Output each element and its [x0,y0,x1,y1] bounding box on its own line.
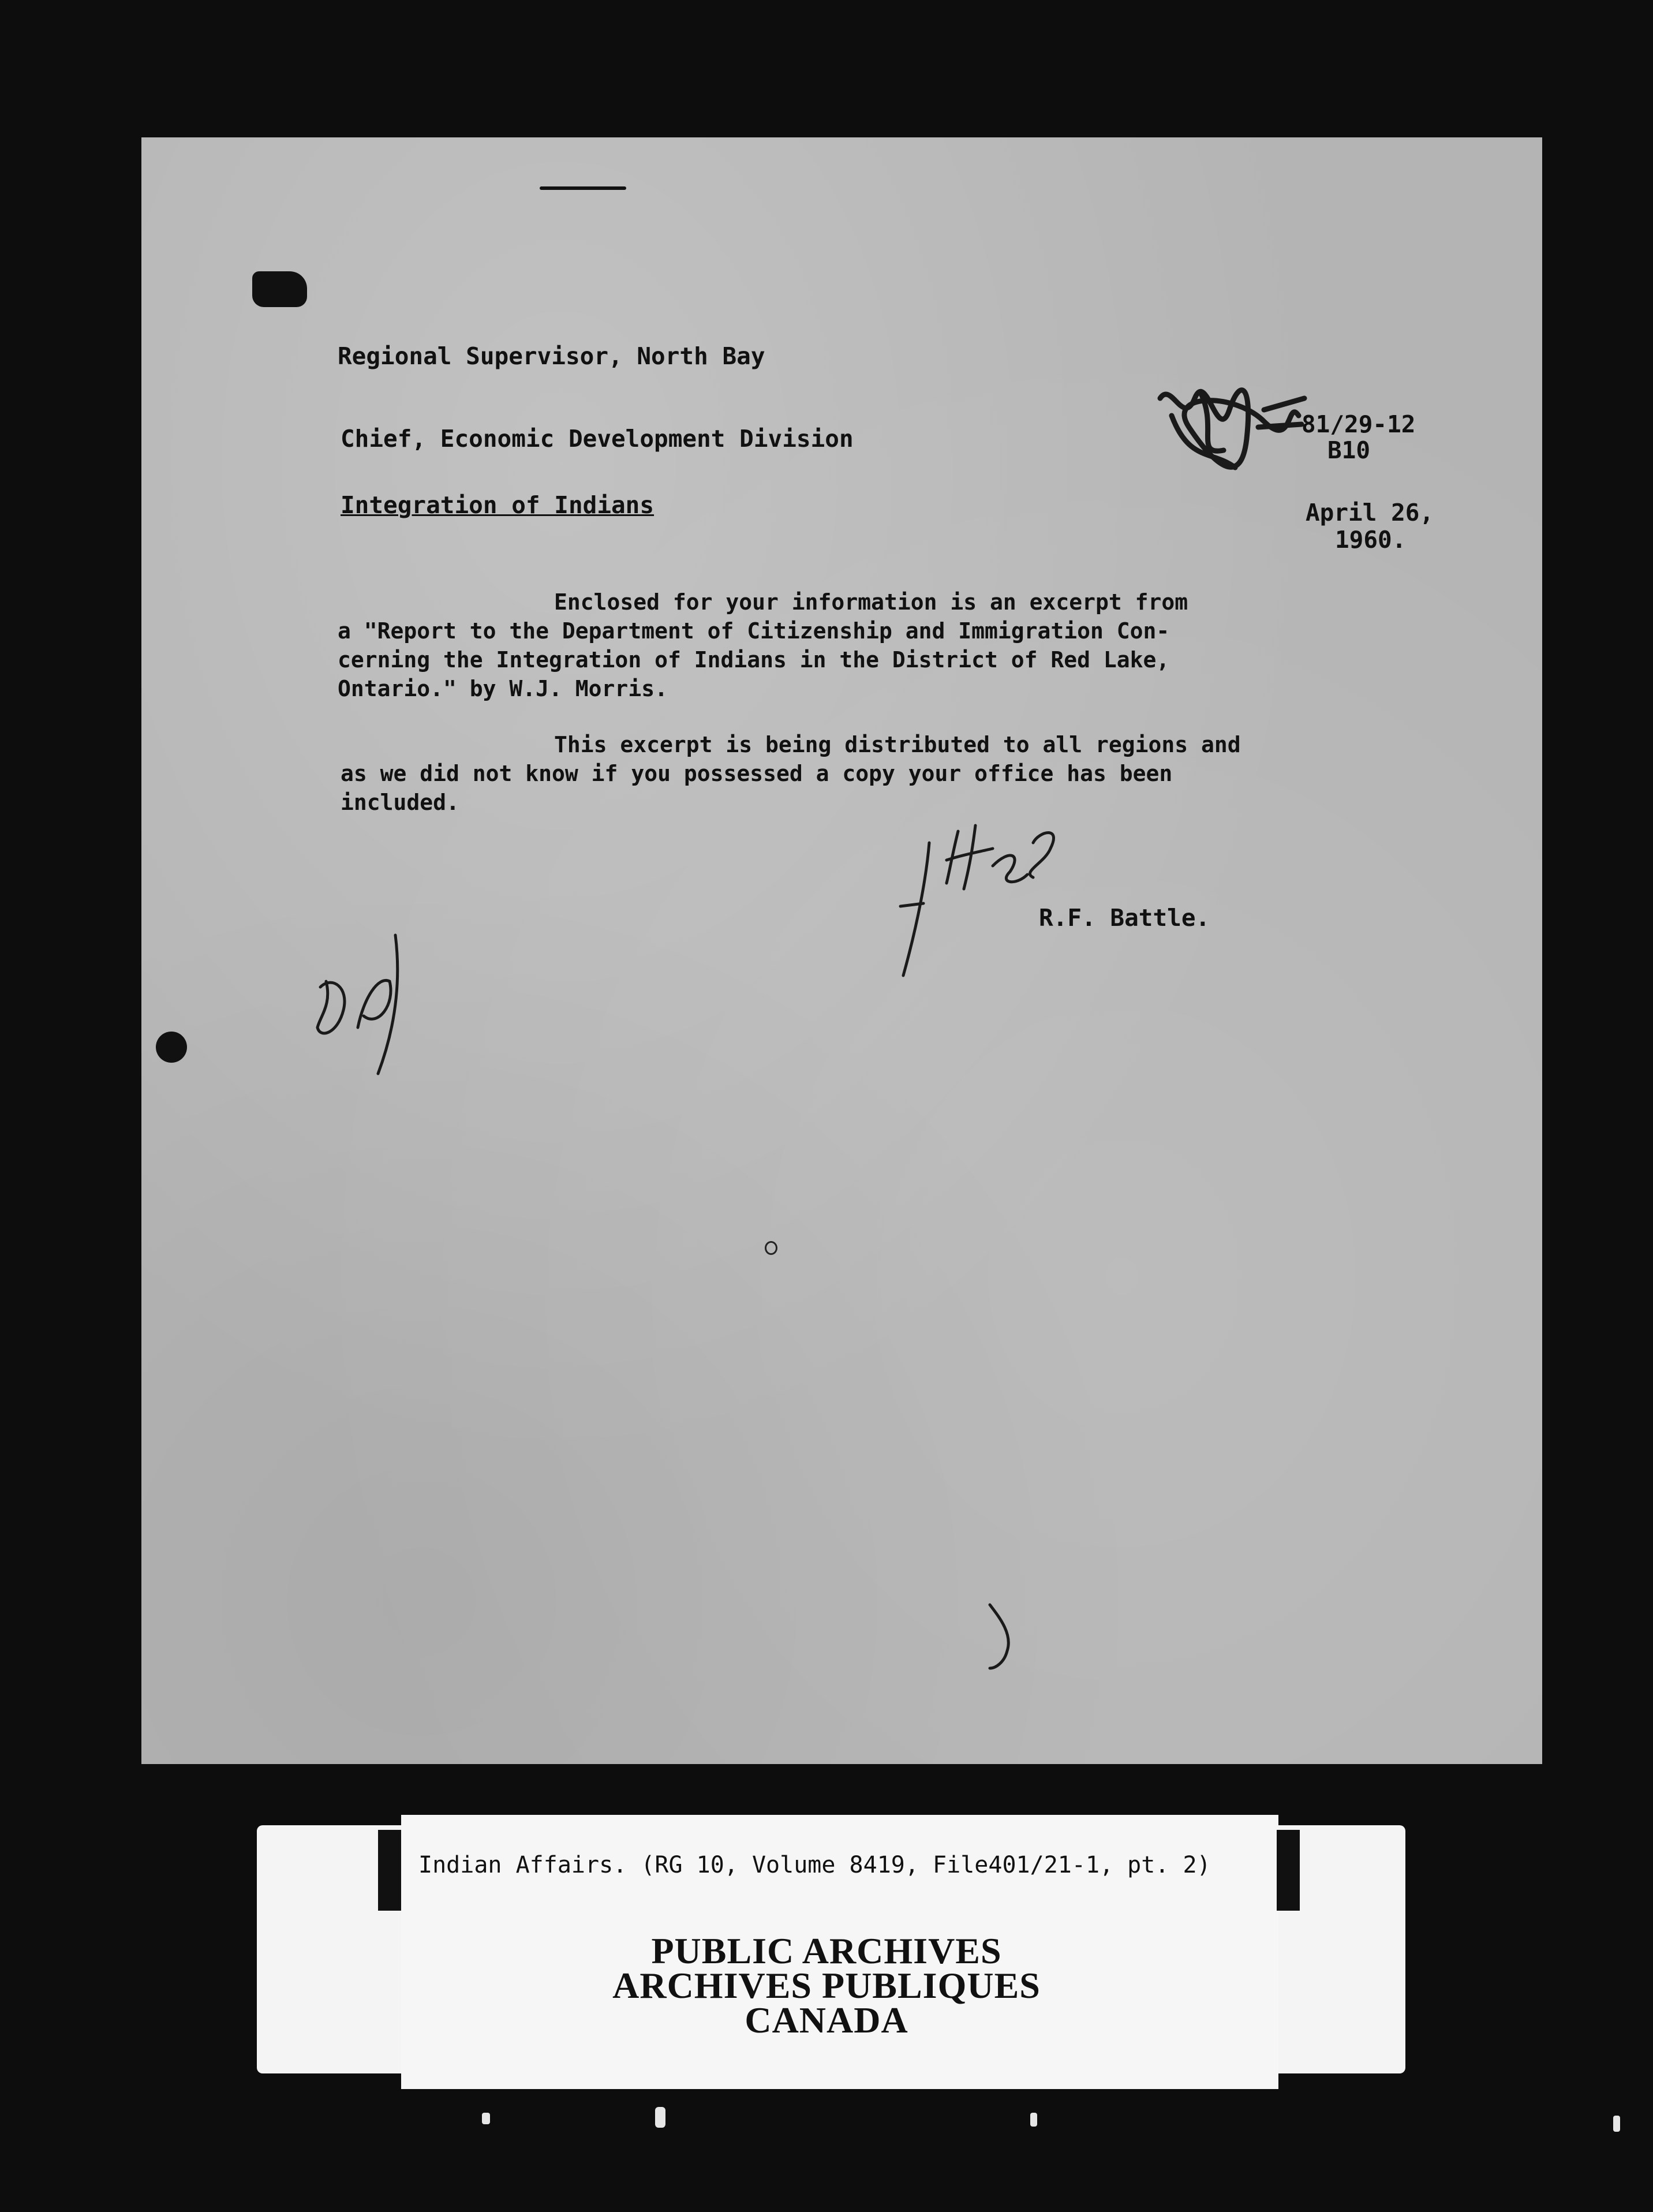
file-stamp-scribble [1149,375,1310,491]
paragraph-1-line-3: cerning the Integration of Indians in the District of Red Lake, [338,647,1170,672]
file-ref-suffix: B10 [1327,436,1371,464]
label-tab-left [378,1830,401,1911]
top-dash-mark [540,186,626,190]
handwritten-initials [309,912,442,1079]
recipient-line: Regional Supervisor, North Bay [338,342,765,370]
paragraph-1 [338,588,1188,703]
label-tab-right [1277,1830,1300,1911]
film-mark-2 [655,2107,665,2128]
paragraph-2-line-2: as we did not know if you possessed a copy your office has been [341,761,1173,786]
date-line-2: 1960. [1335,526,1407,554]
paragraph-1-line-1: Enclosed for your information is an excerpt from [554,589,1188,615]
small-circle-mark [765,1241,777,1255]
archive-title-en: PUBLIC ARCHIVES [651,1930,1002,1971]
paragraph-1-line-2: a "Report to the Department of Citizenship and Immigration Con- [338,618,1170,644]
film-mark-4 [1613,2116,1620,2132]
date-line-1: April 26, [1306,499,1434,526]
bracket-mark [981,1599,1022,1674]
paragraph-2-line-1: This excerpt is being distributed to all regions and [554,732,1241,757]
subject-line: Integration of Indians [341,491,655,519]
paragraph-1-line-4: Ontario." by W.J. Morris. [338,676,668,701]
archive-title-fr: ARCHIVES PUBLIQUES [612,1965,1041,2006]
handwritten-signature [877,808,1097,993]
film-mark-1 [482,2113,490,2124]
archive-citation: Indian Affairs. (RG 10, Volume 8419, File401/21-1, pt. 2) [418,1852,1211,1878]
film-mark-3 [1030,2113,1037,2127]
paragraph-2-line-3: included. [341,790,459,815]
punch-hole [156,1032,187,1063]
typed-signature: R.F. Battle. [1039,904,1210,932]
file-ref-number: 81/29-12 [1302,410,1416,438]
paragraph-2 [341,730,1241,817]
top-left-corner-mark [252,271,307,307]
archive-title-country: CANADA [745,2000,908,2041]
sender-line: Chief, Economic Development Division [341,425,854,453]
